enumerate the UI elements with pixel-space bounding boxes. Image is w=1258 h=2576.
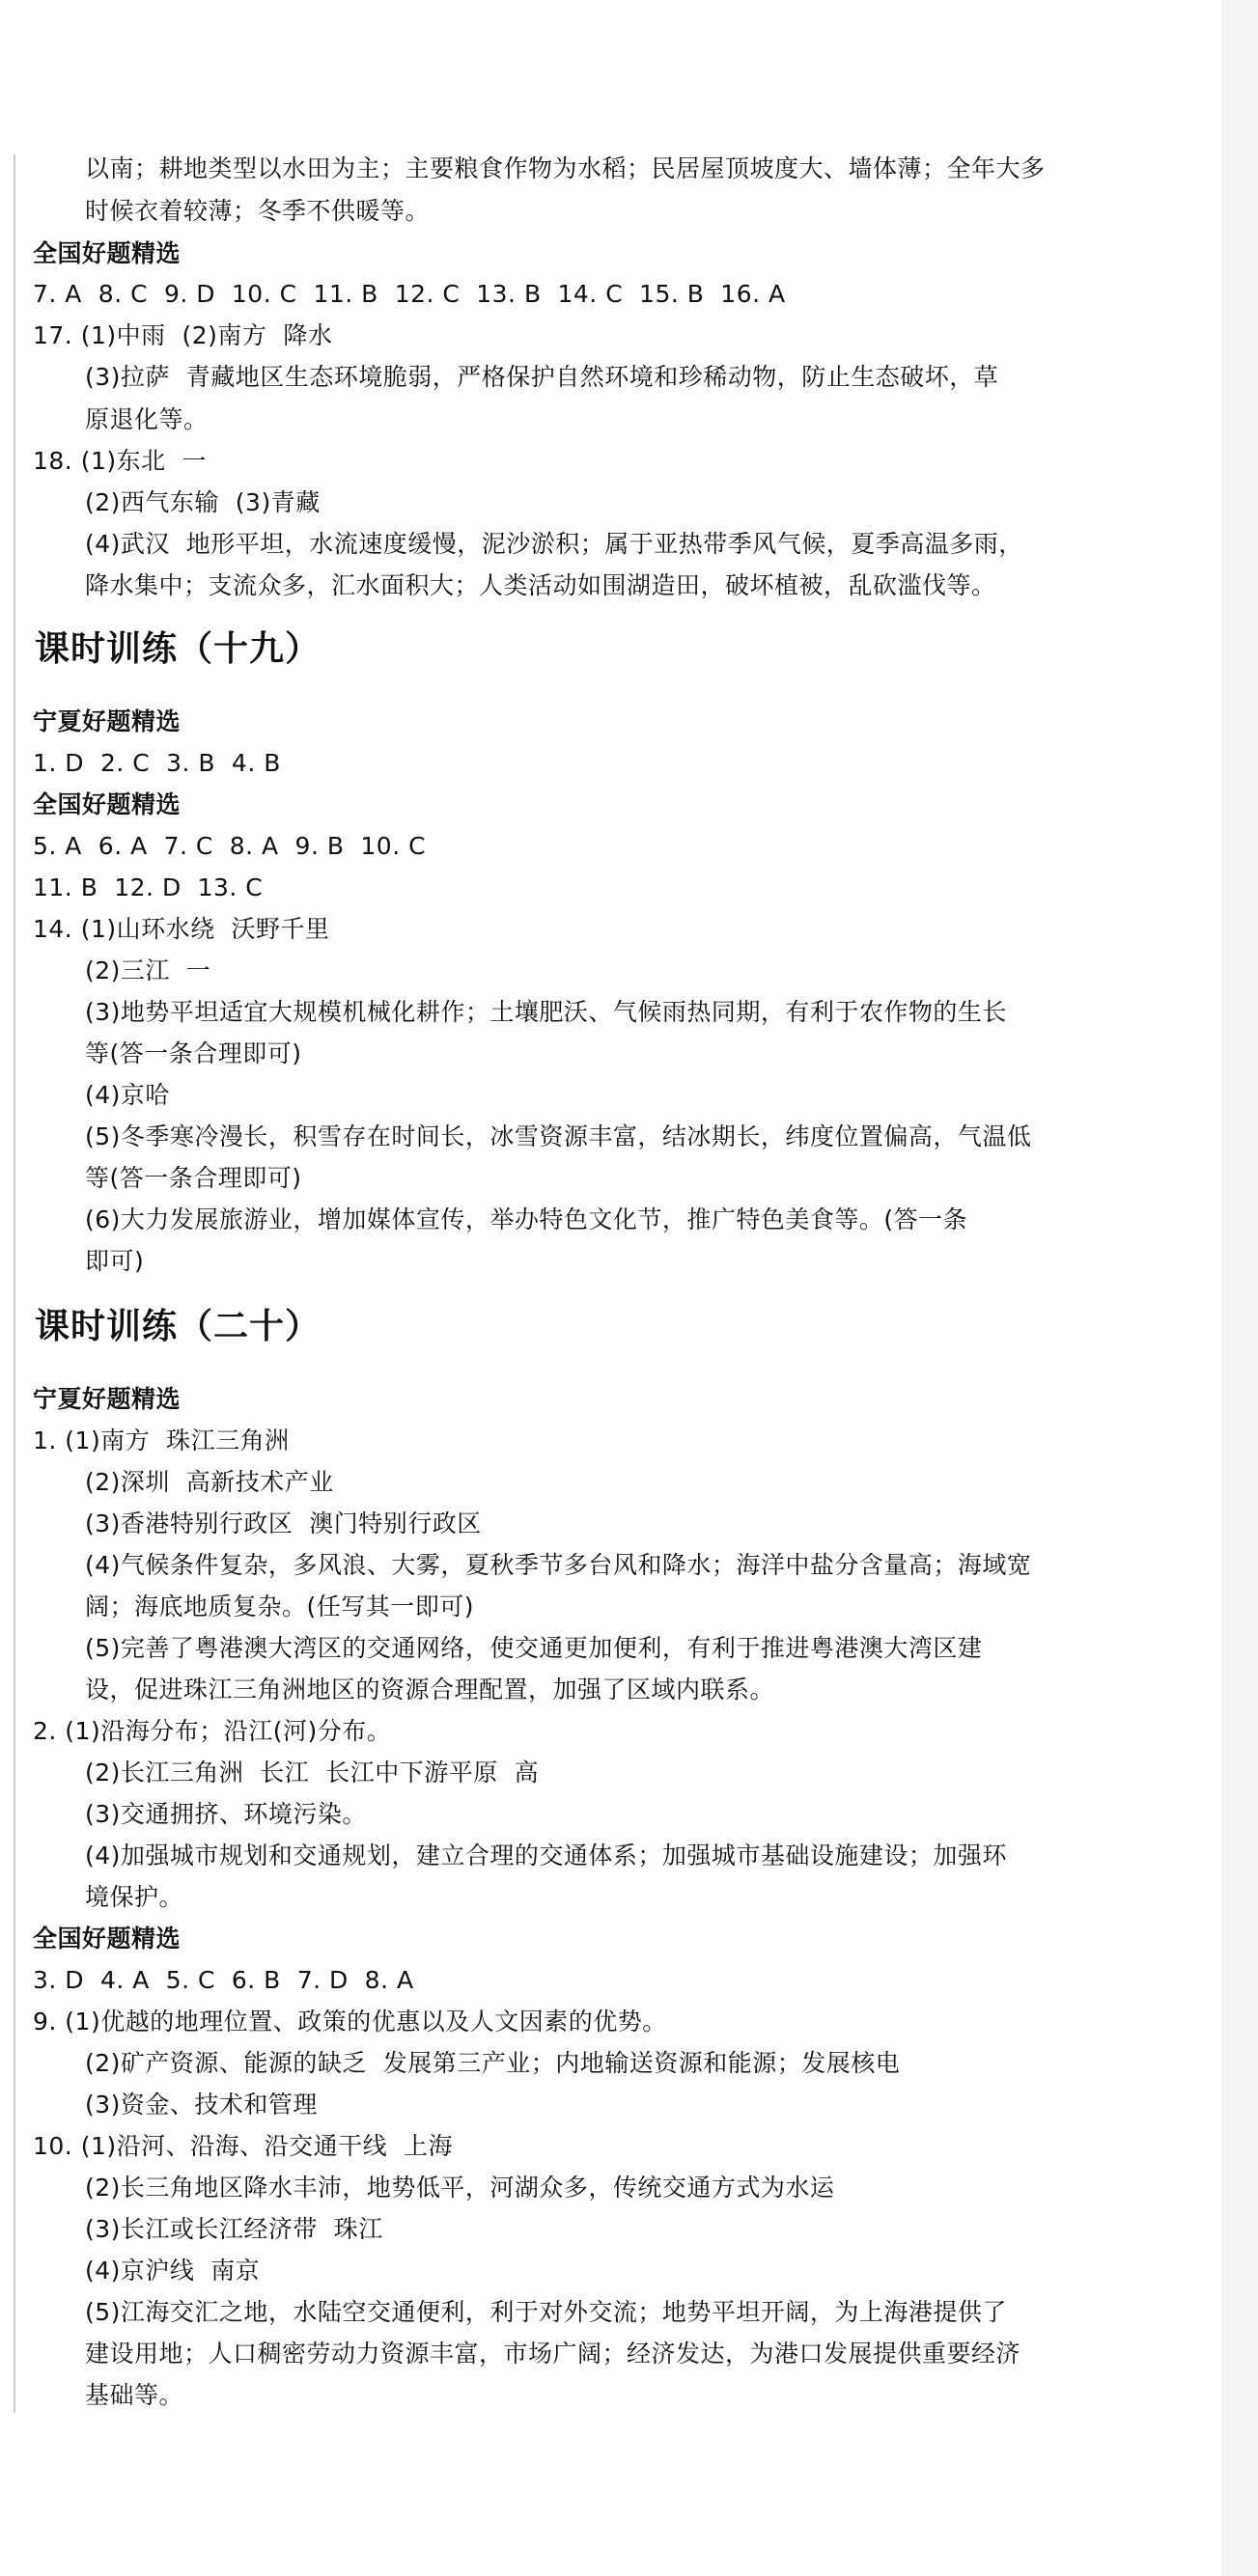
- answer-line: 3. D 4. A 5. C 6. B 7. D 8. A: [33, 1966, 414, 1994]
- text-line: (5)江海交汇之地，水陆空交通便利，利于对外交流；地势平坦开阔，为上海港提供了: [85, 2298, 1007, 2326]
- text-line: (4)气候条件复杂，多风浪、大雾，夏秋季节多台风和降水；海洋中盐分含量高；海域宽: [85, 1551, 1032, 1579]
- section-title: 课时训练（二十）: [35, 1307, 321, 1346]
- answer-line: 7. A 8. C 9. D 10. C 11. B 12. C 13. B 14. C 15. B 16. A: [33, 280, 786, 308]
- answer-line: 11. B 12. D 13. C: [33, 873, 264, 901]
- text-line: 即可): [85, 1247, 145, 1275]
- subsection-heading: 全国好题精选: [33, 790, 182, 818]
- answer-line: 5. A 6. A 7. C 8. A 9. B 10. C: [33, 832, 427, 860]
- answer-line: 2. (1)沿海分布；沿江(河)分布。: [33, 1717, 392, 1745]
- answer-line: 9. (1)优越的地理位置、政策的优惠以及人文因素的优势。: [33, 2008, 667, 2036]
- text-line: (3)交通拥挤、环境污染。: [85, 1800, 367, 1828]
- text-line: (2)矿产资源、能源的缺乏 发展第三产业；内地输送资源和能源；发展核电: [85, 2049, 901, 2077]
- subsection-heading: 宁夏好题精选: [33, 707, 182, 735]
- text-line: 阔；海底地质复杂。(任写其一即可): [85, 1593, 475, 1620]
- text-line: (2)深圳 高新技术产业: [85, 1468, 334, 1496]
- text-line: (3)拉萨 青藏地区生态环境脆弱，严格保护自然环境和珍稀动物，防止生态破坏，草: [85, 363, 999, 391]
- answer-line: 14. (1)山环水绕 沃野千里: [33, 915, 330, 943]
- text-line: 境保护。: [85, 1883, 184, 1911]
- text-line: (5)完善了粤港澳大湾区的交通网络，使交通更加便利，有利于推进粤港澳大湾区建: [85, 1634, 983, 1662]
- section-title: 课时训练（十九）: [35, 629, 321, 669]
- text-line: 以南；耕地类型以水田为主；主要粮食作物为水稻；民居屋顶坡度大、墙体薄；全年大多: [85, 154, 1046, 182]
- text-line: (3)长江或长江经济带 珠江: [85, 2215, 383, 2243]
- text-line: (2)西气东输 (3)青藏: [85, 488, 321, 516]
- text-line: (5)冬季寒冷漫长，积雪存在时间长，冰雪资源丰富，结冰期长，纬度位置偏高，气温低: [85, 1122, 1032, 1150]
- subsection-heading: 全国好题精选: [33, 1925, 182, 1953]
- text-line: (2)长三角地区降水丰沛，地势低平，河湖众多，传统交通方式为水运: [85, 2174, 835, 2202]
- text-line: 基础等。: [85, 2381, 184, 2409]
- answer-line: 1. (1)南方 珠江三角洲: [33, 1426, 290, 1454]
- answer-line: 10. (1)沿河、沿海、沿交通干线 上海: [33, 2132, 454, 2160]
- text-line: 时候衣着较薄；冬季不供暖等。: [85, 197, 431, 225]
- answer-line: 1. D 2. C 3. B 4. B: [33, 749, 281, 777]
- text-line: (2)三江 一: [85, 956, 211, 984]
- text-line: (6)大力发展旅游业，增加媒体宣传，举办特色文化节，推广特色美食等。(答一条: [85, 1205, 968, 1233]
- text-line: (4)加强城市规划和交通规划，建立合理的交通体系；加强城市基础设施建设；加强环: [85, 1842, 1007, 1870]
- margin-rule: [14, 154, 15, 2413]
- text-line: 设，促进珠江三角洲地区的资源合理配置，加强了区域内联系。: [85, 1676, 775, 1703]
- answer-line: 17. (1)中雨 (2)南方 降水: [33, 321, 333, 349]
- text-line: (3)香港特别行政区 澳门特别行政区: [85, 1510, 482, 1537]
- text-line: 建设用地；人口稠密劳动力资源丰富，市场广阔；经济发达，为港口发展提供重要经济: [85, 2340, 1021, 2368]
- answer-line: 18. (1)东北 一: [33, 447, 208, 475]
- text-line: 等(答一条合理即可): [85, 1039, 302, 1067]
- text-line: 原退化等。: [85, 405, 209, 433]
- text-line: (3)资金、技术和管理: [85, 2091, 318, 2119]
- text-line: (4)武汉 地形平坦，水流速度缓慢，泥沙淤积；属于亚热带季风气候，夏季高温多雨，: [85, 530, 1023, 558]
- text-line: 等(答一条合理即可): [85, 1164, 302, 1192]
- text-line: (4)京哈: [85, 1081, 170, 1109]
- text-line: 降水集中；支流众多，汇水面积大；人类活动如围湖造田，破坏植被，乱砍滥伐等。: [85, 571, 996, 599]
- subsection-heading: 全国好题精选: [33, 239, 182, 267]
- text-line: (4)京沪线 南京: [85, 2257, 261, 2285]
- text-line: (3)地势平坦适宜大规模机械化耕作；土壤肥沃、气候雨热同期，有利于农作物的生长: [85, 998, 1007, 1026]
- text-line: (2)长江三角洲 长江 长江中下游平原 高: [85, 1759, 540, 1787]
- subsection-heading: 宁夏好题精选: [33, 1385, 182, 1413]
